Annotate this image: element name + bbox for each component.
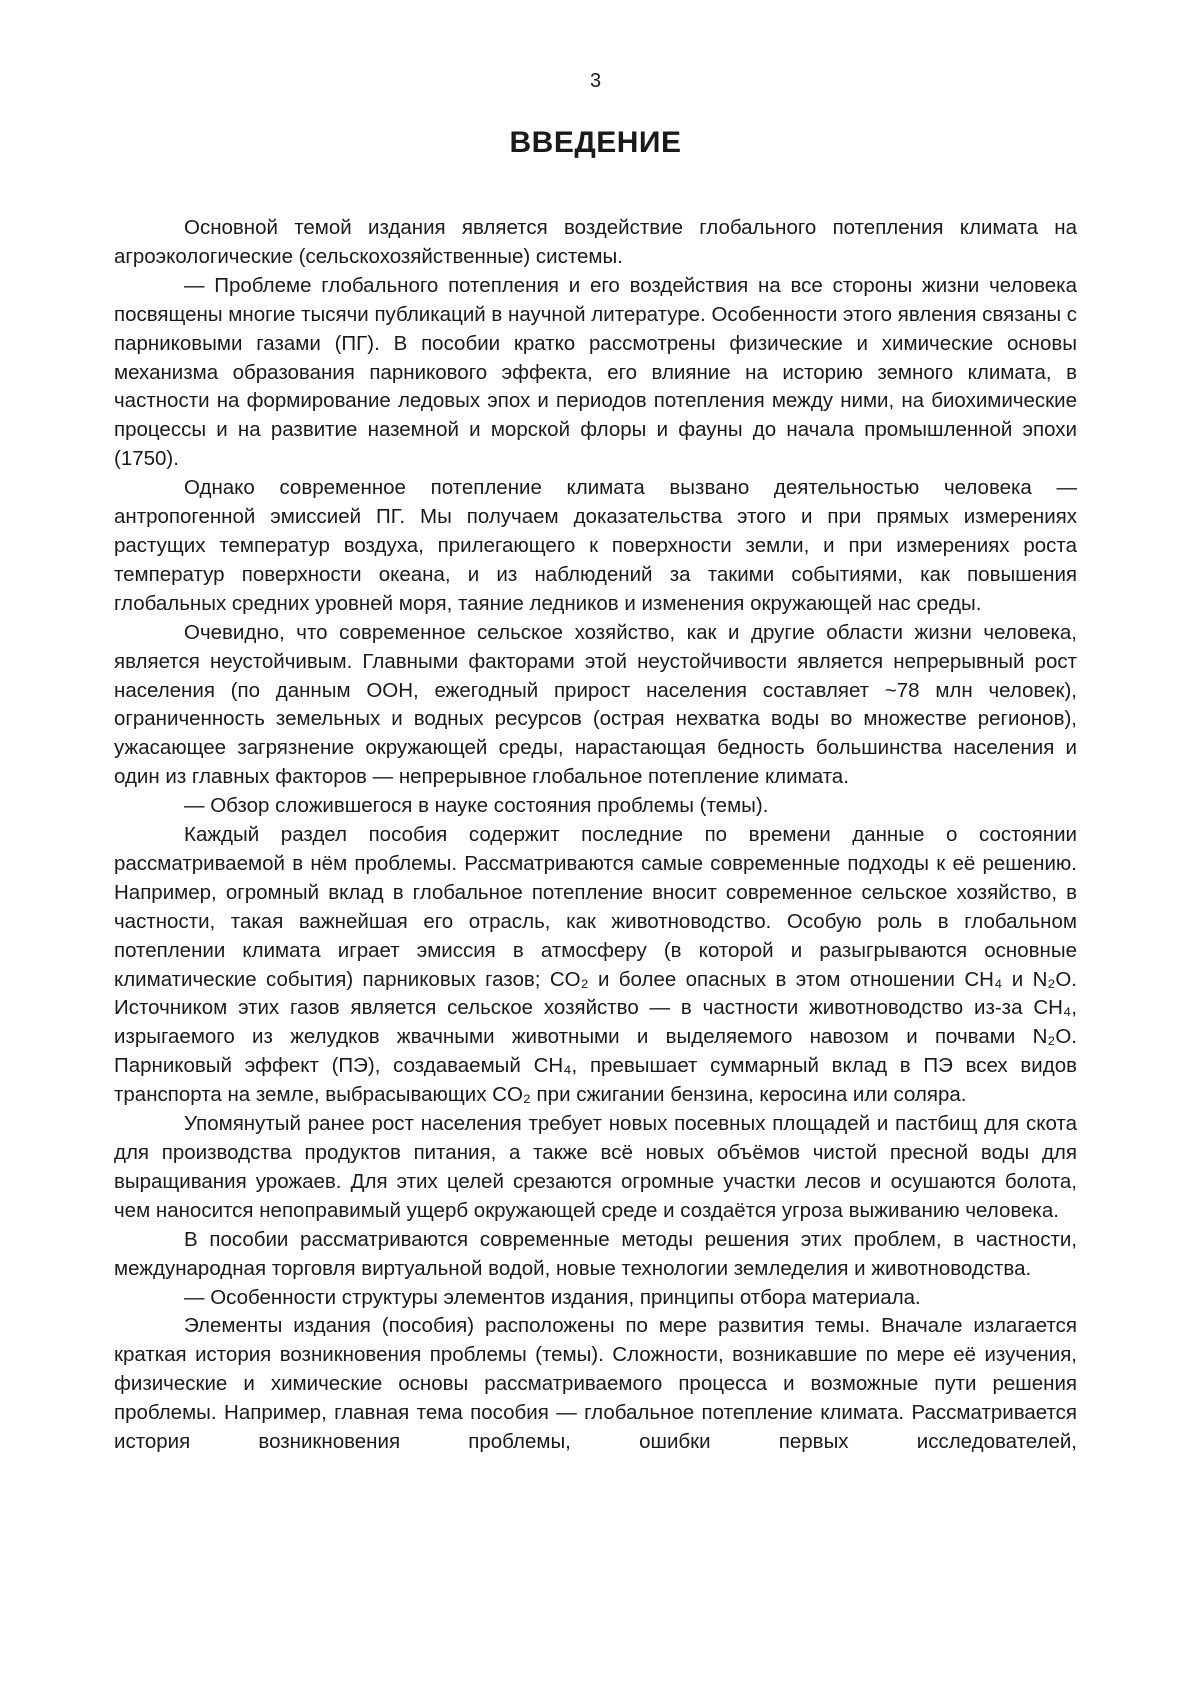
page-title: ВВЕДЕНИЕ: [509, 126, 682, 159]
paragraph-problem: — Проблеме глобального потепления и его воздействия на все стороны жизни человека посвящены многие тысячи публикаций в научной литературе. Особенности этого явления связаны с парниковыми газами (ПГ). В пособии кратко рассмотрены физические и химические основы механизма образования парникового эффекта, его влияние на историю земного климата, в частности на формирование ледовых эпох и периодов потепления между ними, на биохимические процессы и на развитие наземной и морской флоры и фауны до начала промышленной эпохи (1750).: [114, 273, 1077, 471]
page-number: 3: [589, 70, 602, 92]
paragraph-population: Упомянутый ранее рост населения требует новых посевных площадей и пастбищ для скота для производства продуктов питания, а также всё новых объёмов чистой пресной воды для выращивания урожаев. Для этих целей срезаются огромные участки лесов и осушаются болота, чем наносится непоправимый ущерб окружающей среде и создаётся угроза выживанию человека.: [114, 1112, 1077, 1222]
paragraph-structure-heading: — Особенности структуры элементов издания, принципы отбора материала.: [184, 1285, 921, 1309]
paragraph-intro: Основной темой издания является воздействие глобального потепления климата на агроэкологические (сельскохозяйственные) системы.: [114, 216, 1077, 268]
body-text: [114, 214, 1077, 1457]
paragraph-sections: Каждый раздел пособия содержит последние по времени данные о состоянии рассматриваемой в нём проблемы. Рассматриваются самые современные подходы к её решению. Например, огромный вклад в глобальное потепление вносит современное сельское хозяйство, в частности, такая важнейшая его отрасль, как животноводство. Особую роль в глобальном потеплении климата играет эмиссия в атмосферу (в которой и разыгрываются основные климатические события) парниковых газов; CO₂ и более опасных в этом отношении CH₄ и N₂O. Источником этих газов является сельское хозяйство — в частности животноводство из-за CH₄, изрыгаемого из желудков жвачными животными и выделяемого навозом и почвами N₂O. Парниковый эффект (ПЭ), создаваемый CH₄, превышает суммарный вклад в ПЭ всех видов транспорта на земле, выбрасывающих CO₂ при сжигании бензина, керосина или соляра.: [114, 823, 1077, 1107]
paragraph-elements: Элементы издания (пособия) расположены по мере развития темы. Вначале излагается краткая история возникновения проблемы (темы). Сложности, возникавшие по мере её изучения, физические и химические основы рассматриваемого процесса и возможные пути решения проблемы. Например, главная тема пособия — глобальное потепление климата. Рассматривается история возникновения проблемы, ошибки первых исследователей,: [114, 1314, 1077, 1454]
paragraph-instability: Очевидно, что современное сельское хозяйство, как и другие области жизни человека, является неустойчивым. Главными факторами этой неустойчивости является непрерывный рост населения (по данным ООН, ежегодный прирост населения составляет ~78 млн человек), ограниченность земельных и водных ресурсов (острая нехватка воды во множестве регионов), ужасающее загрязнение окружающей среды, нарастающая бедность большинства населения и один из главных факторов — непрерывное глобальное потепление климата.: [114, 620, 1077, 789]
paragraph-methods: В пособии рассматриваются современные методы решения этих проблем, в частности, международная торговля виртуальной водой, новые технологии земледелия и животноводства.: [114, 1227, 1077, 1280]
paragraph-anthropogenic: Однако современное потепление климата вызвано деятельностью человека — антропогенной эмиссией ПГ. Мы получаем доказательства этого и при прямых измерениях растущих температур воздуха, прилегающего к поверхности земли, и при измерениях роста температур поверхности океана, и из наблюдений за такими событиями, как повышения глобальных средних уровней моря, таяние ледников и изменения окружающей нас среды.: [114, 476, 1077, 615]
paragraph-review-heading: — Обзор сложившегося в науке состояния проблемы (темы).: [184, 794, 769, 818]
